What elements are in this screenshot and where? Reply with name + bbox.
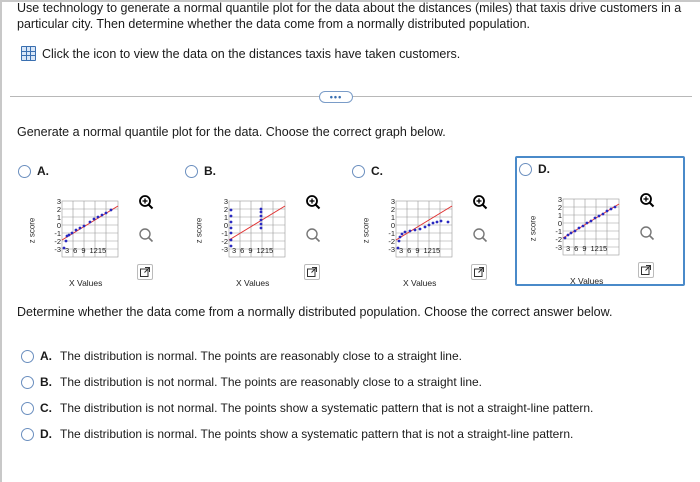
data-point [447, 221, 450, 224]
x-axis-label: X Values [236, 278, 270, 288]
data-point [564, 237, 567, 240]
data-point [409, 230, 412, 233]
open-new-window-button-a[interactable] [137, 264, 153, 280]
data-point [68, 234, 71, 237]
external-link-icon [640, 264, 652, 276]
y-axis-label: z score [27, 217, 37, 244]
data-point [230, 215, 233, 218]
option-letter: A. [37, 164, 49, 178]
data-point [432, 222, 435, 225]
data-point [570, 232, 573, 235]
answer-text: The distribution is normal. The points are reasonably close to a straight line. [60, 349, 462, 363]
radio-a[interactable] [18, 165, 31, 178]
radio-answer-c[interactable] [21, 402, 34, 415]
graph-options [0, 150, 700, 295]
y-ticks: 3 2 1 0 -1 -2 -3 [555, 195, 562, 252]
zoom-in-button-c[interactable] [471, 193, 489, 211]
zoom-out-button-a[interactable] [137, 226, 155, 244]
data-point [260, 223, 263, 226]
radio-answer-a[interactable] [21, 350, 34, 363]
quantile-plot-a [14, 188, 134, 288]
x-axis-label: X Values [403, 278, 437, 288]
data-point [574, 230, 577, 233]
data-point [260, 208, 263, 211]
data-link[interactable] [21, 46, 460, 61]
data-point [440, 220, 443, 223]
answer-option-c[interactable] [21, 395, 593, 421]
reference-line [229, 206, 285, 240]
question-1: Generate a normal quantile plot for the data. Choose the correct graph below. [17, 125, 446, 139]
data-point [610, 208, 613, 211]
zoom-in-icon [305, 194, 321, 210]
radio-b[interactable] [185, 165, 198, 178]
data-table-icon[interactable] [21, 46, 36, 61]
answer-text: The distribution is not normal. The points are reasonably close to a straight line. [60, 375, 483, 389]
data-point [424, 226, 427, 229]
radio-c[interactable] [352, 165, 365, 178]
data-point [260, 219, 263, 222]
data-point [101, 214, 104, 217]
radio-answer-b[interactable] [21, 376, 34, 389]
y-ticks: 3 2 1 0 -1 -2 -3 [221, 197, 228, 254]
answer-letter: C. [40, 401, 52, 415]
data-point [436, 221, 439, 224]
data-point [230, 232, 233, 235]
y-ticks: 3 2 1 0 -1 -2 -3 [388, 197, 395, 254]
data-point [260, 215, 263, 218]
data-point [260, 211, 263, 214]
data-point [606, 210, 609, 213]
data-point [65, 240, 68, 243]
quantile-plot-d [515, 186, 635, 286]
option-letter: C. [371, 164, 383, 178]
answer-option-a[interactable] [21, 343, 593, 369]
graph-option-c[interactable] [348, 158, 518, 288]
data-point [586, 222, 589, 225]
data-point [567, 234, 570, 237]
quantile-plot-b [181, 188, 301, 288]
zoom-out-icon [305, 227, 321, 243]
option-letter: D. [538, 162, 550, 176]
graph-option-d-label[interactable] [519, 162, 550, 176]
zoom-in-icon [138, 194, 154, 210]
graph-option-d[interactable] [515, 156, 685, 286]
x-axis-label: X Values [570, 276, 604, 286]
option-letter: B. [204, 164, 216, 178]
data-point [590, 220, 593, 223]
x-axis-label: X Values [69, 278, 103, 288]
zoom-out-icon [639, 225, 655, 241]
x-ticks: 3 6 9 1215 [65, 246, 107, 255]
answer-option-d[interactable] [21, 421, 593, 447]
data-point [110, 209, 113, 212]
data-point [230, 209, 233, 212]
zoom-in-button-b[interactable] [304, 193, 322, 211]
data-point [230, 227, 233, 230]
data-point [97, 216, 100, 219]
external-link-icon [139, 266, 151, 278]
zoom-out-button-c[interactable] [471, 226, 489, 244]
graph-option-a-label[interactable] [18, 164, 49, 178]
external-link-icon [473, 266, 485, 278]
radio-answer-d[interactable] [21, 428, 34, 441]
data-point [83, 225, 86, 228]
data-point [105, 212, 108, 215]
zoom-in-icon [639, 192, 655, 208]
data-point [399, 236, 402, 239]
data-point [89, 221, 92, 224]
question-intro: Use technology to generate a normal quantile plot for the data about the distances (miles) that taxis drive customers in a particular city. Then determine whether the data come from a normally distributed population. [17, 1, 682, 31]
zoom-in-icon [472, 194, 488, 210]
answer-text: The distribution is normal. The points show a systematic pattern that is not a straight-line pattern. [60, 427, 574, 441]
data-point [578, 227, 581, 230]
data-point [582, 225, 585, 228]
x-ticks: 3 6 9 1215 [399, 246, 441, 255]
open-new-window-button-b[interactable] [304, 264, 320, 280]
answer-text: The distribution is not normal. The points show a systematic pattern that is not a straight-line pattern. [60, 401, 594, 415]
zoom-in-button-a[interactable] [137, 193, 155, 211]
expand-more-button[interactable]: ••• [319, 91, 353, 103]
data-point [598, 215, 601, 218]
radio-d[interactable] [519, 163, 532, 176]
data-point [93, 218, 96, 221]
graph-option-b[interactable] [181, 158, 351, 288]
answer-option-b[interactable] [21, 369, 593, 395]
y-ticks: 3 2 1 0 -1 -2 -3 [54, 197, 61, 254]
data-point [428, 224, 431, 227]
data-point [594, 217, 597, 220]
graph-option-b-label[interactable] [185, 164, 216, 178]
x-ticks: 3 6 9 1215 [232, 246, 274, 255]
answer-letter: A. [40, 349, 52, 363]
answer-choices [21, 343, 593, 447]
zoom-out-icon [472, 227, 488, 243]
data-point [75, 229, 78, 232]
data-link-text[interactable]: Click the icon to view the data on the distances taxis have taken customers. [42, 46, 461, 61]
data-point [414, 229, 417, 232]
quantile-plot-c [348, 188, 468, 288]
data-point [419, 228, 422, 231]
reference-line [396, 206, 452, 240]
question-2: Determine whether the data come from a normally distributed population. Choose the correct answer below. [17, 305, 613, 319]
data-point [398, 240, 401, 243]
data-point [614, 206, 617, 209]
answer-letter: B. [40, 375, 52, 389]
answer-letter: D. [40, 427, 52, 441]
graph-option-c-label[interactable] [352, 164, 383, 178]
y-axis-label: z score [528, 215, 538, 242]
external-link-icon [306, 266, 318, 278]
graph-option-a[interactable] [14, 158, 184, 288]
data-point [71, 232, 74, 235]
data-point [260, 227, 263, 230]
open-new-window-button-d[interactable] [638, 262, 654, 278]
data-point [230, 239, 233, 242]
data-point [230, 221, 233, 224]
data-point [404, 231, 407, 234]
zoom-out-icon [138, 227, 154, 243]
data-point [602, 213, 605, 216]
data-point [79, 227, 82, 230]
x-ticks: 3 6 9 1215 [566, 244, 608, 253]
y-axis-label: z score [194, 217, 204, 244]
zoom-in-button-d[interactable] [638, 191, 656, 209]
zoom-out-button-d[interactable] [638, 224, 656, 242]
open-new-window-button-c[interactable] [471, 264, 487, 280]
y-axis-label: z score [361, 217, 371, 244]
data-point [401, 233, 404, 236]
zoom-out-button-b[interactable] [304, 226, 322, 244]
